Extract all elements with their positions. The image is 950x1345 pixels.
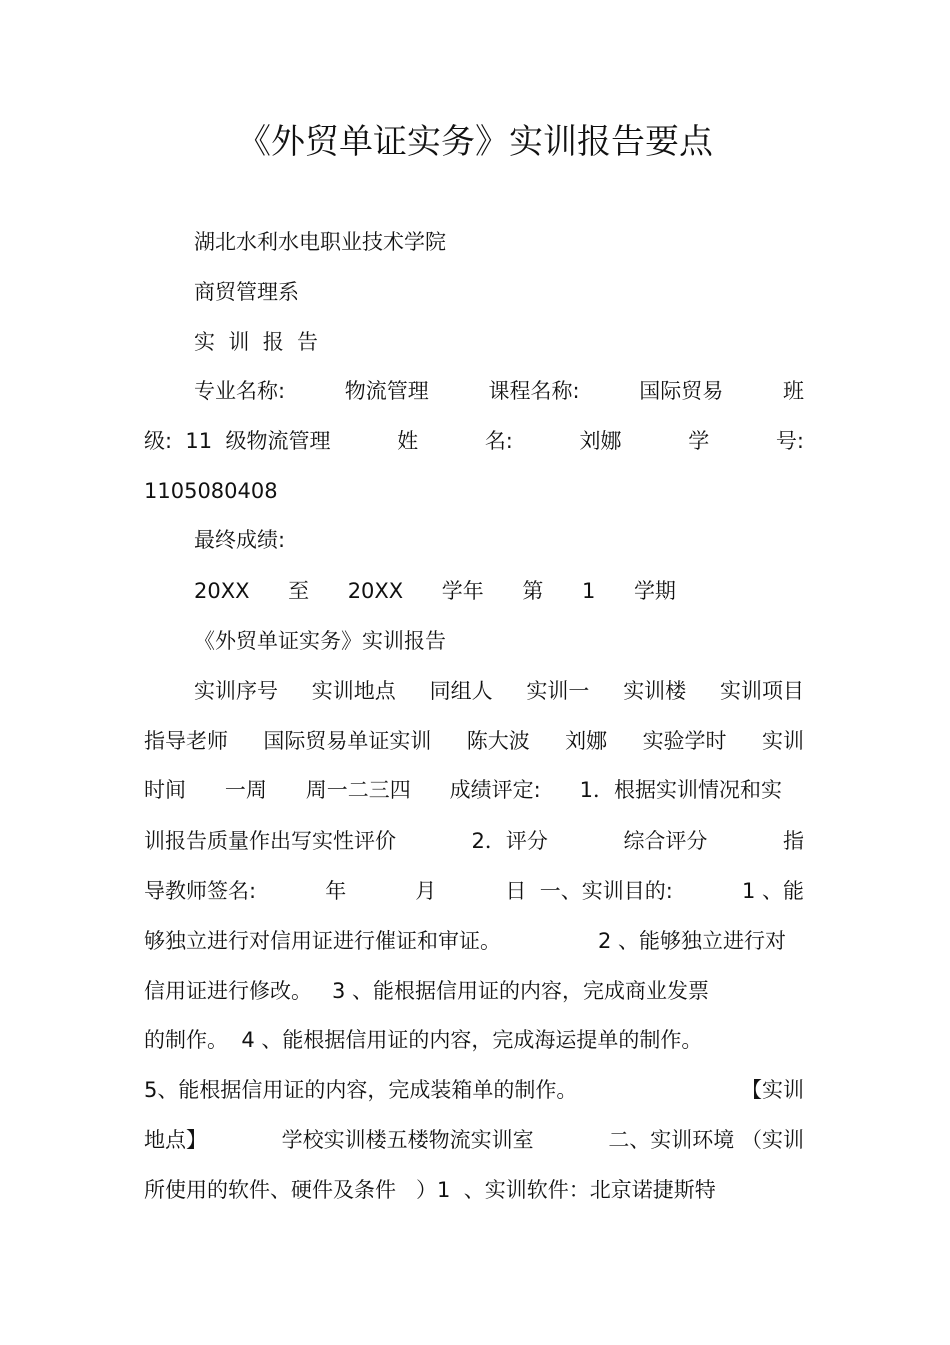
term-di: 第 [522,579,544,603]
document-title: 《外贸单证实务》实训报告要点 [237,122,713,162]
text-segment: 2 、能够独立进行对 [597,929,786,953]
class-name-row [144,426,804,456]
text-segment: 综合评分 [623,829,708,853]
name-label-2: 名: [484,429,513,453]
text-segment: 1 、能 [741,879,804,903]
final-grade-label: 最终成绩: [194,528,286,552]
major-value: 物流管理 [344,379,429,403]
paragraph-line-10 [144,1125,804,1155]
text-segment: 刘娜 [565,729,608,753]
paragraph-line-4 [144,826,804,856]
number-label-1: 学 [688,429,710,453]
department-name: 商贸管理系 [194,280,299,304]
term-number: 1 [581,579,596,603]
text-segment: 指 [782,829,804,853]
text-segment: 地点】 [144,1128,207,1152]
name-value: 刘娜 [579,429,622,453]
term-year-end: 20XX [347,579,404,603]
text-segment: 实训 [761,729,804,753]
report-title: 《外贸单证实务》实训报告 [194,629,446,653]
text-segment: 够独立进行对信用证进行催证和审证。 [144,929,501,953]
course-value: 国际贸易 [639,379,724,403]
text-segment: 训报告质量作出写实性评价 [144,829,396,853]
text-segment: 【实训 [741,1078,804,1102]
text-segment: 指导老师 [144,729,228,753]
text-segment: 成绩评定: [449,778,541,802]
text-segment: 年 [325,879,347,903]
paragraph-line-11: 所使用的软件、硬件及条件 ）1 、实训软件：北京诺捷斯特 [144,1178,716,1202]
major-course-row [194,376,804,406]
term-semester: 学期 [633,579,676,603]
course-label: 课程名称: [488,379,580,403]
text-segment: 陈大波 [466,729,530,753]
report-heading: 实 训 报 告 [194,330,319,354]
major-label: 专业名称: [194,379,286,403]
text-segment: 实训项目 [719,679,804,703]
term-school-year: 学年 [441,579,484,603]
text-segment: 周一二三四 [305,778,411,802]
term-to: 至 [288,579,310,603]
text-segment: 同组人 [429,679,493,703]
paragraph-line-6 [144,926,786,956]
class-label-start: 班 [782,379,804,403]
class-value: 级: 11 级物流管理 [144,429,331,453]
paragraph-line-1 [194,676,804,706]
college-name: 湖北水利水电职业技术学院 [194,230,446,254]
text-segment: 1．根据实训情况和实 [579,778,782,802]
number-label-2: 号: [775,429,804,453]
text-segment: 二、实训环境 （实训 [608,1128,804,1152]
text-segment: 2．评分 [471,829,548,853]
text-segment: 实训序号 [194,679,278,703]
term-year-start: 20XX [194,579,250,603]
paragraph-line-2 [144,726,804,756]
text-segment: 实训一 [526,679,590,703]
text-segment: 时间 [144,778,186,802]
paragraph-line-3 [144,775,782,805]
text-segment: 日 一、实训目的: [505,879,673,903]
paragraph-line-5 [144,876,804,906]
student-number: 1105080408 [144,479,278,503]
text-segment: 实训楼 [623,679,687,703]
text-segment: 月 [415,879,437,903]
text-segment: 实训地点 [311,679,396,703]
paragraph-line-7: 信用证进行修改。 3 、能根据信用证的内容，完成商业发票 [144,979,710,1003]
text-segment: 一周 [224,778,267,802]
paragraph-line-8: 的制作。 4 、能根据信用证的内容，完成海运提单的制作。 [144,1028,703,1052]
text-segment: 国际贸易单证实训 [263,729,432,753]
text-segment: 学校实训楼五楼物流实训室 [281,1128,534,1152]
text-segment: 实验学时 [642,729,727,753]
text-segment: 5、能根据信用证的内容，完成装箱单的制作。 [144,1078,578,1102]
text-segment: 导教师签名: [144,879,257,903]
term-row [194,576,676,606]
name-label-1: 姓 [397,429,419,453]
paragraph-line-9 [144,1075,804,1105]
